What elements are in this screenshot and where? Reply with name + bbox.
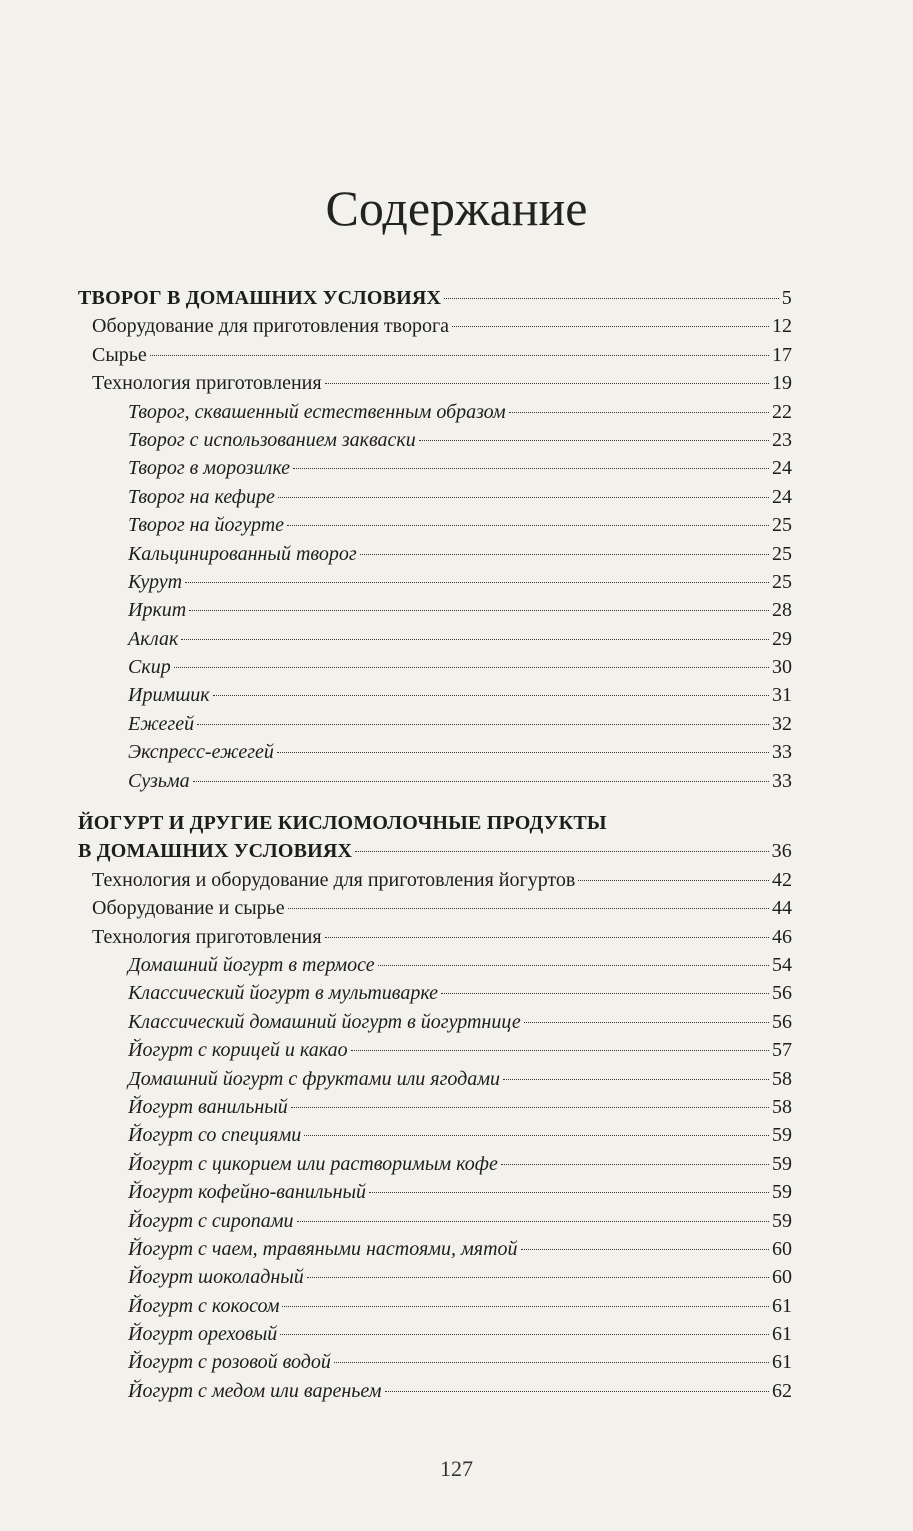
toc-recipe[interactable]: [78, 1263, 792, 1291]
toc-recipe[interactable]: [78, 1121, 792, 1149]
toc-recipe[interactable]: [78, 1150, 792, 1178]
section-heading[interactable]: [78, 284, 792, 312]
entry-title: Технология приготовления: [92, 372, 322, 395]
toc-recipe[interactable]: [78, 398, 792, 426]
entry-page-number: 25: [772, 570, 792, 593]
entry-page-number: 61: [772, 1294, 792, 1317]
toc-recipe[interactable]: [78, 1065, 792, 1093]
entry-page-number: 44: [772, 897, 792, 920]
dot-leader: [282, 1306, 769, 1307]
entry-title: В ДОМАШНИХ УСЛОВИЯХ: [78, 840, 353, 863]
entry-title: Творог, сквашенный естественным образом: [128, 400, 506, 423]
entry-title: Иримшик: [128, 684, 210, 707]
dot-leader: [385, 1391, 770, 1392]
entry-title: Йогурт со специями: [128, 1124, 302, 1147]
toc-recipe[interactable]: [78, 767, 792, 795]
toc-recipe[interactable]: [78, 1036, 792, 1064]
entry-page-number: 60: [772, 1266, 792, 1289]
entry-page-number: 60: [772, 1237, 792, 1260]
toc-subsection[interactable]: [78, 894, 792, 922]
entry-page-number: 24: [772, 485, 792, 508]
toc-recipe[interactable]: [78, 483, 792, 511]
dot-leader: [288, 908, 769, 909]
entry-page-number: 62: [772, 1379, 792, 1402]
dot-leader: [297, 1221, 769, 1222]
entry-page-number: 61: [772, 1351, 792, 1374]
entry-title: Технология приготовления: [92, 925, 322, 948]
toc-recipe[interactable]: [78, 454, 792, 482]
entry-title: Йогурт ореховый: [128, 1323, 278, 1346]
entry-page-number: 5: [781, 287, 792, 309]
toc-recipe[interactable]: [78, 979, 792, 1007]
dot-leader: [189, 610, 769, 611]
page-title: Содержание: [325, 180, 588, 236]
entry-page-number: 32: [772, 712, 792, 735]
entry-title: Творог с использованием закваски: [128, 428, 416, 451]
entry-page-number: 17: [772, 343, 792, 366]
entry-title: Аклак: [128, 627, 179, 650]
dot-leader: [277, 752, 769, 753]
entry-page-number: 19: [772, 372, 792, 395]
dot-leader: [185, 582, 769, 583]
toc-recipe[interactable]: [78, 540, 792, 568]
toc-recipe[interactable]: [78, 511, 792, 539]
dot-leader: [304, 1135, 769, 1136]
dot-leader: [441, 993, 769, 994]
entry-page-number: 25: [772, 514, 792, 537]
entry-title: Домашний йогурт с фруктами или ягодами: [128, 1067, 501, 1090]
entry-page-number: 33: [772, 741, 792, 764]
entry-page-number: 57: [772, 1039, 792, 1062]
entry-page-number: 24: [772, 457, 792, 480]
dot-leader: [174, 667, 769, 668]
entry-page-number: 59: [772, 1209, 792, 1232]
entry-title: Йогурт с сиропами: [128, 1209, 294, 1232]
entry-title: Йогурт кофейно-ванильный: [128, 1181, 367, 1204]
entry-page-number: 59: [772, 1152, 792, 1175]
entry-page-number: 30: [772, 656, 792, 679]
dot-leader: [150, 355, 769, 356]
toc-subsection[interactable]: [78, 312, 792, 340]
entry-title: Классический йогурт в мультиварке: [128, 982, 439, 1005]
toc-recipe[interactable]: [78, 1320, 792, 1348]
dot-leader: [524, 1022, 769, 1023]
toc-recipe[interactable]: [78, 653, 792, 681]
entry-title: Курут: [128, 570, 183, 593]
dot-leader: [503, 1079, 769, 1080]
entry-title: Оборудование для приготовления творога: [92, 315, 450, 338]
entry-page-number: 31: [772, 684, 792, 707]
section-heading[interactable]: [78, 809, 792, 837]
entry-title: Йогурт шоколадный: [128, 1266, 304, 1289]
entry-page-number: 58: [772, 1067, 792, 1090]
entry-title: Йогурт с кокосом: [128, 1294, 280, 1317]
toc-recipe[interactable]: [78, 951, 792, 979]
dot-leader: [578, 880, 769, 881]
entry-title: Оборудование и сырье: [92, 897, 285, 920]
entry-title: Йогурт с розовой водой: [128, 1351, 331, 1374]
entry-title: Йогурт с корицей и какао: [128, 1039, 348, 1062]
entry-title: Сузьма: [128, 769, 190, 792]
dot-leader: [501, 1164, 769, 1165]
toc-recipe[interactable]: [78, 1008, 792, 1036]
entry-page-number: 28: [772, 599, 792, 622]
toc-recipe[interactable]: [78, 1207, 792, 1235]
dot-leader: [351, 1050, 769, 1051]
dot-leader: [325, 937, 769, 938]
entry-title: Ежегей: [128, 712, 195, 735]
toc-recipe[interactable]: [78, 625, 792, 653]
dot-leader: [291, 1107, 769, 1108]
dot-leader: [509, 412, 769, 413]
entry-page-number: 42: [772, 868, 792, 891]
dot-leader: [213, 695, 769, 696]
entry-page-number: 36: [771, 840, 792, 863]
entry-title: Йогурт с медом или вареньем: [128, 1379, 382, 1402]
dot-leader: [521, 1249, 769, 1250]
entry-page-number: 56: [772, 1010, 792, 1033]
toc-recipe[interactable]: [78, 426, 792, 454]
section-heading[interactable]: [78, 837, 792, 865]
dot-leader: [197, 724, 769, 725]
dot-leader: [378, 965, 769, 966]
entry-title: ЙОГУРТ И ДРУГИЕ КИСЛОМОЛОЧНЫЕ ПРОДУКТЫ: [78, 812, 607, 835]
entry-page-number: 61: [772, 1323, 792, 1346]
page-number: 127: [440, 1456, 473, 1481]
entry-title: Йогурт ванильный: [128, 1095, 288, 1118]
dot-leader: [419, 440, 769, 441]
toc-recipe[interactable]: [78, 1235, 792, 1263]
entry-page-number: 59: [772, 1181, 792, 1204]
entry-page-number: 12: [772, 315, 792, 338]
entry-title: Классический домашний йогурт в йогуртнице: [128, 1010, 521, 1033]
toc-recipe[interactable]: [78, 1348, 792, 1376]
entry-page-number: 58: [772, 1095, 792, 1118]
dot-leader: [334, 1362, 769, 1363]
entry-title: Иркит: [128, 599, 187, 622]
entry-page-number: 59: [772, 1124, 792, 1147]
entry-title: Йогурт с чаем, травяными настоями, мятой: [128, 1237, 518, 1260]
dot-leader: [193, 781, 769, 782]
dot-leader: [181, 639, 769, 640]
dot-leader: [325, 383, 769, 384]
entry-title: ТВОРОГ В ДОМАШНИХ УСЛОВИЯХ: [78, 287, 442, 309]
entry-page-number: 56: [772, 982, 792, 1005]
dot-leader: [360, 554, 769, 555]
toc-recipe[interactable]: [78, 681, 792, 709]
dot-leader: [444, 298, 779, 299]
dot-leader: [355, 851, 768, 852]
entry-title: Творог на йогурте: [128, 514, 285, 537]
toc-recipe[interactable]: [78, 1377, 792, 1405]
entry-page-number: 25: [772, 542, 792, 565]
entry-title: Йогурт с цикорием или растворимым кофе: [128, 1152, 498, 1175]
entry-title: Творог в морозилке: [128, 457, 291, 480]
dot-leader: [293, 468, 769, 469]
toc-recipe[interactable]: [78, 1178, 792, 1206]
entry-title: Экспресс-ежегей: [128, 741, 274, 764]
toc-subsection[interactable]: [78, 923, 792, 951]
table-of-contents: [78, 284, 792, 1405]
entry-page-number: 33: [772, 769, 792, 792]
entry-page-number: 46: [772, 925, 792, 948]
dot-leader: [452, 326, 769, 327]
dot-leader: [369, 1192, 769, 1193]
toc-recipe[interactable]: [78, 568, 792, 596]
entry-title: Скир: [128, 656, 171, 679]
entry-title: Творог на кефире: [128, 485, 275, 508]
dot-leader: [307, 1277, 769, 1278]
entry-page-number: 22: [772, 400, 792, 423]
toc-recipe[interactable]: [78, 710, 792, 738]
toc-recipe[interactable]: [78, 1093, 792, 1121]
entry-title: Домашний йогурт в термосе: [128, 953, 375, 976]
dot-leader: [287, 525, 769, 526]
toc-subsection[interactable]: [78, 341, 792, 369]
toc-recipe[interactable]: [78, 738, 792, 766]
entry-title: Кальцинированный творог: [128, 542, 357, 565]
toc-recipe[interactable]: [78, 596, 792, 624]
toc-recipe[interactable]: [78, 1292, 792, 1320]
dot-leader: [278, 497, 769, 498]
entry-title: Сырье: [92, 343, 147, 366]
entry-title: Технология и оборудование для приготовления йогуртов: [92, 868, 576, 891]
toc-subsection[interactable]: [78, 369, 792, 397]
dot-leader: [280, 1334, 769, 1335]
entry-page-number: 29: [772, 627, 792, 650]
toc-subsection[interactable]: [78, 866, 792, 894]
entry-page-number: 54: [772, 953, 792, 976]
section-spacer: [78, 795, 792, 809]
entry-page-number: 23: [772, 428, 792, 451]
